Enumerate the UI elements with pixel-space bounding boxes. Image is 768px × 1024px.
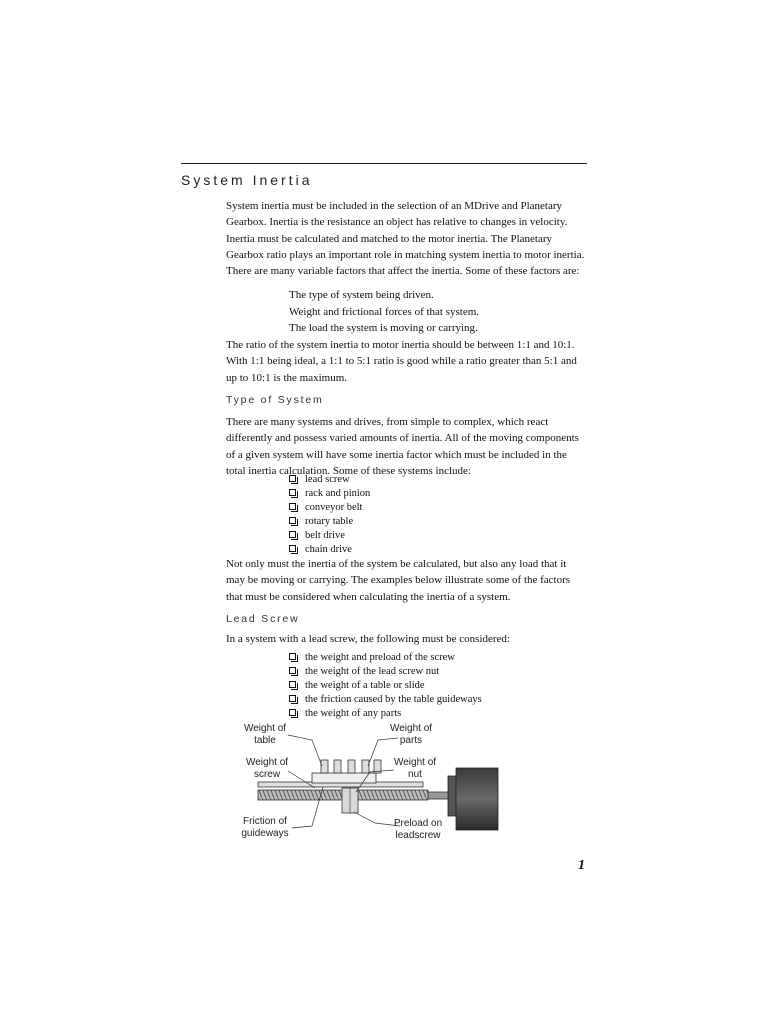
part — [348, 760, 355, 773]
checkbox-bullet-icon — [289, 667, 296, 674]
checkbox-bullet-icon — [289, 489, 296, 496]
list-item: belt drive — [289, 529, 370, 543]
intro-paragraph: System inertia must be included in the selection of an MDrive and Planetary Gearbox. Inertia is the resistance an object has relative to changes in velocity. Inertia must be calculated and matched to the motor inertia. The Planetary Gearbox ratio plays an important role in matching system inertia to motor inertia. There are many variable factors that affect the inertia. Some of these factors are: — [226, 200, 585, 278]
table — [312, 773, 376, 783]
list-item: the weight of the lead screw nut — [289, 665, 482, 679]
considerations-list — [289, 651, 482, 721]
motor-body — [456, 768, 498, 830]
checkbox-bullet-icon — [289, 681, 296, 688]
label-preload-on-leadscrew: Preload on leadscrew — [393, 818, 443, 841]
label-weight-of-nut: Weight of nut — [393, 757, 437, 780]
label-weight-of-screw: Weight of screw — [245, 757, 289, 780]
list-item: chain drive — [289, 543, 370, 557]
factors-list — [289, 287, 479, 337]
list-item: the weight of a table or slide — [289, 679, 482, 693]
part — [334, 760, 341, 773]
motor-flange — [448, 776, 456, 816]
list-item: lead screw — [289, 473, 370, 487]
list-item: rotary table — [289, 515, 370, 529]
checkbox-bullet-icon — [289, 475, 296, 482]
checkbox-bullet-icon — [289, 531, 296, 538]
systems-list — [289, 473, 370, 557]
factor-item: Weight and frictional forces of that system. — [289, 305, 480, 318]
checkbox-bullet-icon — [289, 695, 296, 702]
label-friction-of-guideways: Friction of guideways — [241, 816, 289, 839]
section-rule — [181, 163, 587, 164]
type-of-system-heading: Type of System — [226, 394, 324, 406]
label-weight-of-table: Weight of table — [243, 723, 287, 746]
lead-screw-diagram — [230, 718, 500, 848]
checkbox-bullet-icon — [289, 517, 296, 524]
factor-item: The load the system is moving or carrying. — [289, 322, 478, 335]
checkbox-bullet-icon — [289, 653, 296, 660]
type-of-system-paragraph: There are many systems and drives, from simple to complex, which react differently and possess varied amounts of inertia. All of the moving components of a given system will have some inertia factor which must be included in the total inertia calculation. Some of these systems include: — [226, 416, 579, 477]
factor-item: The type of system being driven. — [289, 289, 434, 301]
lead-screw-intro: In a system with a lead screw, the following must be considered: — [226, 633, 510, 645]
checkbox-bullet-icon — [289, 709, 296, 716]
ratio-paragraph: The ratio of the system inertia to motor inertia should be between 1:1 and 10:1. With 1:1 being ideal, a 1:1 to 5:1 ratio is good while a ratio greater than 5:1 and up to 10:1 is the maximum. — [226, 339, 577, 384]
checkbox-bullet-icon — [289, 545, 296, 552]
list-item: conveyor belt — [289, 501, 370, 515]
list-item: the weight and preload of the screw — [289, 651, 482, 665]
lead-screw-heading: Lead Screw — [226, 613, 300, 625]
checkbox-bullet-icon — [289, 503, 296, 510]
load-paragraph: Not only must the inertia of the system be calculated, but also any load that it may be moving or carrying. The examples below illustrate some of the factors that must be considered when calculating the inertia of a system. — [226, 558, 571, 603]
page-number: 1 — [578, 858, 585, 873]
label-weight-of-parts: Weight of parts — [389, 723, 433, 746]
part — [362, 760, 369, 773]
list-item: rack and pinion — [289, 487, 370, 501]
part — [321, 760, 328, 773]
list-item: the weight of any parts — [289, 707, 482, 721]
section-title: System Inertia — [181, 172, 313, 188]
list-item: the friction caused by the table guideways — [289, 693, 482, 707]
